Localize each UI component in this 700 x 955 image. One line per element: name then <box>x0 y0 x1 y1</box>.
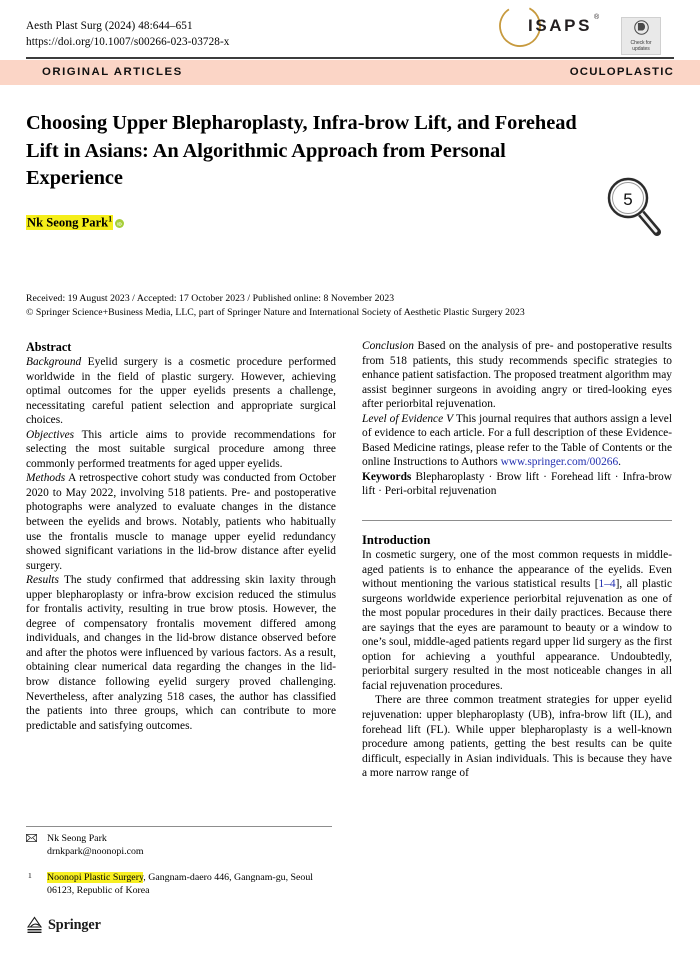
abstract-results <box>26 573 336 733</box>
evidence-text: This journal requires that authors assign a level of evidence to each article. For a full description of these Evidence-Based Medicine ratings, please refer to the Table of Contents or the online Instructions to Authors <box>362 412 673 469</box>
abstract-background <box>26 355 336 428</box>
crossmark-label-line2: updates <box>632 46 650 53</box>
envelope-icon <box>26 834 37 842</box>
abstract-objectives-text: This article aims to provide recommendations for selecting the most suitable surgical procedure among three commonly performed treatments for aged upper eyelids. <box>26 428 336 470</box>
page-header <box>0 0 700 56</box>
orcid-icon[interactable] <box>115 219 124 228</box>
affiliation-institution[interactable]: Noonopi Plastic Surgery <box>47 871 144 883</box>
intro-p1-part1: In cosmetic surgery, one of the most common requests in middle-aged patients is to enhance the appearance of the eyelids. Even without mentioning the various statistical results [ <box>362 549 672 591</box>
crossmark-label-line1: Check for <box>630 40 652 46</box>
crossmark-icon <box>634 20 649 35</box>
abstract-methods <box>26 471 336 573</box>
title-block <box>26 110 606 232</box>
abstract-level-of-evidence <box>362 412 672 470</box>
correspondence-author <box>26 832 336 859</box>
header-divider-rule <box>26 57 674 59</box>
springer-logo-icon <box>26 915 43 934</box>
isaps-wordmark: ISAPS <box>528 16 593 35</box>
abstract-conclusion-label: Conclusion <box>362 340 414 352</box>
author-line <box>26 212 124 231</box>
isaps-logo <box>498 2 606 50</box>
banner-article-type: ORIGINAL ARTICLES <box>42 66 183 78</box>
abstract-conclusion <box>362 339 672 412</box>
section-banner <box>0 60 700 85</box>
abstract-results-label: Results <box>26 574 59 587</box>
author-name[interactable] <box>26 215 113 230</box>
keywords-block <box>362 470 672 499</box>
journal-citation: Aesth Plast Surg (2024) 48:644–651 <box>26 20 193 32</box>
abstract-background-text: Eyelid surgery is a cosmetic procedure performed worldwide in the field of plastic surgery. However, achieving optimal outcomes for the upper eyelids presents a challenge, necessitating careful patient selection and appropriate surgical choices. <box>26 356 336 427</box>
affiliation-row <box>26 871 336 898</box>
springer-url-link[interactable]: www.springer.com/00266 <box>500 456 619 469</box>
abstract-objectives-label: Objectives <box>26 428 75 441</box>
isaps-registered-mark: ® <box>594 14 600 21</box>
correspondence-email[interactable]: drnkpark@noonopi.com <box>47 846 144 858</box>
introduction-paragraph-1 <box>362 548 672 693</box>
citation-link-1-4[interactable]: 1–4 <box>598 578 616 591</box>
footnote-divider <box>26 826 332 827</box>
abstract-heading: Abstract <box>26 340 72 354</box>
abstract-methods-text: A retrospective cohort study was conducted from October 2020 to May 2022, involving 518 patients. Pre- and postoperative photographs were analyzed to evaluate changes in the distance between the eyelids and brows. Notably, patients who habitually use the frontalis muscle to manage upper eyelid redundancy showed significant variations in the lid-brow distance after eyelid surgery. <box>26 472 336 572</box>
copyright-line: © Springer Science+Business Media, LLC, part of Springer Nature and International Society of Aesthetic Plastic Surgery 2023 <box>26 306 525 318</box>
introduction-divider <box>362 520 672 521</box>
doi-link[interactable]: https://doi.org/10.1007/s00266-023-03728-x <box>26 35 230 48</box>
magnifier-icon[interactable] <box>600 172 672 244</box>
page-title: Choosing Upper Blepharoplasty, Infra-brow Lift, and Forehead Lift in Asians: An Algorithmic Approach from Personal Experience <box>26 112 577 189</box>
abstract-objectives <box>26 428 336 472</box>
column-right <box>362 339 672 781</box>
introduction-paragraph-2: There are three common treatment strategies for upper eyelid rejuvenation: upper blepharoplasty (UB), infra-brow lift (IL), and forehead lift (FL). While upper blepharoplasty is a well-known procedure among patients, getting the best results can be quite difficult, especially in Asian individuals. This is because they have a more narrow range of <box>362 694 672 780</box>
keywords-label: Keywords <box>362 470 412 483</box>
abstract-background-label: Background <box>26 356 82 368</box>
abstract-methods-label: Methods <box>26 472 66 485</box>
evidence-label: Level of Evidence V <box>362 412 454 425</box>
affiliation-marker: 1 <box>28 870 32 880</box>
introduction-heading: Introduction <box>362 533 431 548</box>
author-affiliation-marker: 1 <box>108 214 113 224</box>
correspondence-block <box>26 832 336 898</box>
correspondence-name: Nk Seong Park <box>47 833 107 844</box>
affiliation-address: , Gangnam-daero 446, Gangnam-gu, Seoul 06123, Republic of Korea <box>47 871 314 897</box>
banner-specialty: OCULOPLASTIC <box>569 66 674 78</box>
publication-dates <box>26 292 525 319</box>
abstract-results-text: The study confirmed that addressing skin laxity through upper blepharoplasty or infra-brow excision reduced the stimulus for frontalis activity, resulting in true brow ptosis. However, the degree of compensatory frontalis movement differed among individuals, and changes in the lid-brow distance observed before and after the photos were influenced by various factors. As a result, obtaining clear numerical data regarding the changes in the lid-brow distance following eyelid surgery proved challenging. Nevertheless, after analyzing 518 cases, the author has classified the patients into three groups, which can contribute to more predictable and satisfying outcomes. <box>26 574 336 732</box>
magnifier-badge-value: 5 <box>623 190 633 209</box>
svg-text:iD: iD <box>117 221 122 227</box>
check-for-updates-badge[interactable] <box>621 17 661 55</box>
received-accepted-published: Received: 19 August 2023 / Accepted: 17 October 2023 / Published online: 8 November 2023 <box>26 293 395 304</box>
abstract-conclusion-text: Based on the analysis of pre- and postoperative results from 518 patients, this study recommends specific strategies to enhance patient satisfaction. The proposed treatment algorithm may assist beginner surgeons in avoiding angry or tired-looking eyes after periorbital rejuvenation. <box>362 340 672 411</box>
intro-p1-part2: ], all plastic surgeons worldwide experience periorbital rejuvenation as one of the most popular procedures in their daily practices. Because there are sayings that the eyes are paramount to beauty or a window to one’s soul, middle-aged patients regard upper lid surgery as the first option for achieving a youthful appearance. Undoubtedly, periorbital surgery resulted in the most noticeable changes in all facial rejuvenation procedures. <box>362 578 672 692</box>
author-name-text: Nk Seong Park <box>27 215 109 230</box>
evidence-tail: . <box>618 456 622 469</box>
springer-wordmark: Springer <box>48 917 101 933</box>
column-left <box>26 339 336 733</box>
keywords-list: Blepharoplasty · Brow lift · Forehead lift · Infra-brow lift · Peri-orbital rejuvenation <box>362 470 672 498</box>
journal-reference <box>26 19 230 50</box>
